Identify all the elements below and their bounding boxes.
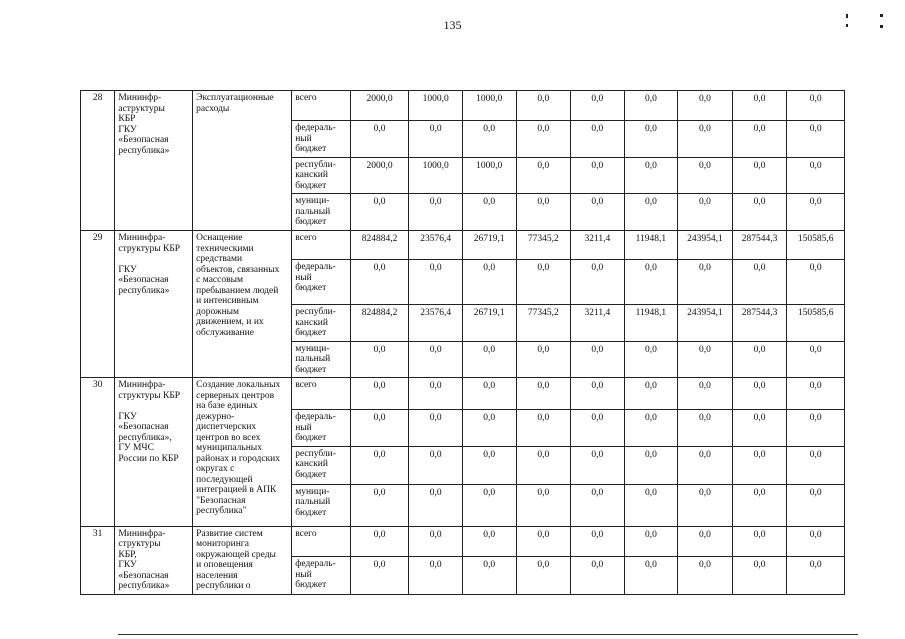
row-number: 31 xyxy=(81,526,115,594)
value-cell: 0,0 xyxy=(350,484,409,526)
scan-mark xyxy=(846,24,848,27)
value-cell: 0,0 xyxy=(350,446,409,484)
value-cell: 0,0 xyxy=(732,526,787,557)
value-cell: 0,0 xyxy=(624,157,678,194)
value-cell: 0,0 xyxy=(516,557,571,594)
value-cell: 0,0 xyxy=(409,378,463,410)
funding-source-cell: республи- канский бюджет xyxy=(292,305,351,342)
value-cell: 824884,2 xyxy=(350,231,409,260)
value-cell: 0,0 xyxy=(571,378,625,410)
funding-source-cell: федераль- ный бюджет xyxy=(292,260,351,305)
funding-source-cell: всего xyxy=(292,526,351,557)
value-cell: 11948,1 xyxy=(624,305,678,342)
value-cell: 0,0 xyxy=(571,557,625,594)
value-cell: 0,0 xyxy=(678,526,733,557)
value-cell: 0,0 xyxy=(678,557,733,594)
value-cell: 0,0 xyxy=(787,121,845,158)
table-row xyxy=(81,91,845,121)
value-cell: 0,0 xyxy=(516,121,571,158)
value-cell: 0,0 xyxy=(571,260,625,305)
value-cell: 23576,4 xyxy=(409,305,463,342)
value-cell: 0,0 xyxy=(624,378,678,410)
executor-cell: Мининфра- структуры КБР, ГКУ «Безопасная республика» xyxy=(115,526,193,594)
value-cell: 0,0 xyxy=(732,194,787,231)
value-cell: 0,0 xyxy=(624,410,678,447)
value-cell: 1000,0 xyxy=(409,157,463,194)
value-cell: 0,0 xyxy=(409,557,463,594)
value-cell: 0,0 xyxy=(462,378,516,410)
executor-cell: Мининфр- аструктуры КБР ГКУ «Безопасная республика» xyxy=(115,91,193,231)
value-cell: 0,0 xyxy=(678,410,733,447)
value-cell: 26719,1 xyxy=(462,305,516,342)
value-cell: 0,0 xyxy=(409,341,463,378)
value-cell: 0,0 xyxy=(462,410,516,447)
value-cell: 0,0 xyxy=(571,91,625,121)
value-cell: 3211,4 xyxy=(571,305,625,342)
scan-mark xyxy=(880,14,883,17)
value-cell: 0,0 xyxy=(624,484,678,526)
value-cell: 1000,0 xyxy=(462,157,516,194)
value-cell: 287544,3 xyxy=(732,231,787,260)
value-cell: 0,0 xyxy=(624,260,678,305)
value-cell: 0,0 xyxy=(624,194,678,231)
value-cell: 0,0 xyxy=(787,157,845,194)
value-cell: 243954,1 xyxy=(678,305,733,342)
value-cell: 287544,3 xyxy=(732,305,787,342)
value-cell: 0,0 xyxy=(624,121,678,158)
value-cell: 0,0 xyxy=(678,194,733,231)
value-cell: 0,0 xyxy=(516,157,571,194)
row-number: 28 xyxy=(81,91,115,231)
value-cell: 0,0 xyxy=(571,484,625,526)
value-cell: 0,0 xyxy=(462,341,516,378)
value-cell: 0,0 xyxy=(624,526,678,557)
value-cell: 0,0 xyxy=(624,446,678,484)
value-cell: 824884,2 xyxy=(350,305,409,342)
value-cell: 0,0 xyxy=(571,410,625,447)
row-number: 30 xyxy=(81,378,115,527)
budget-table-wrapper xyxy=(80,90,845,595)
executor-cell: Мининфра- структуры КБР ГКУ «Безопасная республика» xyxy=(115,231,193,378)
value-cell: 0,0 xyxy=(787,341,845,378)
value-cell: 150585,6 xyxy=(787,305,845,342)
value-cell: 0,0 xyxy=(409,526,463,557)
value-cell: 0,0 xyxy=(516,91,571,121)
value-cell: 0,0 xyxy=(462,121,516,158)
value-cell: 0,0 xyxy=(571,526,625,557)
value-cell: 0,0 xyxy=(571,121,625,158)
value-cell: 0,0 xyxy=(678,157,733,194)
value-cell: 0,0 xyxy=(462,526,516,557)
value-cell: 0,0 xyxy=(787,446,845,484)
value-cell: 0,0 xyxy=(732,410,787,447)
value-cell: 0,0 xyxy=(516,341,571,378)
value-cell: 0,0 xyxy=(350,260,409,305)
activity-cell: Создание локальных серверных центров на базе единых дежурно- диспетчерских центров во всех муниципальных районах и городских округах с последующей интеграцией в АПК "Безопасная республика" xyxy=(193,378,292,527)
scan-mark xyxy=(846,14,848,18)
page-bottom-line xyxy=(118,634,858,635)
value-cell: 0,0 xyxy=(678,378,733,410)
value-cell: 0,0 xyxy=(350,378,409,410)
funding-source-cell: муници- пальный бюджет xyxy=(292,484,351,526)
value-cell: 0,0 xyxy=(678,341,733,378)
value-cell: 0,0 xyxy=(624,341,678,378)
activity-cell: Развитие систем мониторинга окружающей среды и оповещения населения республики о xyxy=(193,526,292,594)
activity-cell: Эксплуатационные расходы xyxy=(193,91,292,231)
funding-source-cell: федераль- ный бюджет xyxy=(292,557,351,594)
scan-mark xyxy=(880,25,883,28)
value-cell: 0,0 xyxy=(732,378,787,410)
value-cell: 0,0 xyxy=(732,260,787,305)
funding-source-cell: муници- пальный бюджет xyxy=(292,341,351,378)
value-cell: 0,0 xyxy=(516,194,571,231)
value-cell: 0,0 xyxy=(350,121,409,158)
value-cell: 2000,0 xyxy=(350,157,409,194)
value-cell: 3211,4 xyxy=(571,231,625,260)
value-cell: 0,0 xyxy=(516,484,571,526)
value-cell: 0,0 xyxy=(516,526,571,557)
value-cell: 0,0 xyxy=(732,484,787,526)
value-cell: 0,0 xyxy=(462,484,516,526)
value-cell: 77345,2 xyxy=(516,305,571,342)
value-cell: 243954,1 xyxy=(678,231,733,260)
value-cell: 2000,0 xyxy=(350,91,409,121)
funding-source-cell: республи- канский бюджет xyxy=(292,446,351,484)
funding-source-cell: всего xyxy=(292,378,351,410)
funding-source-cell: республи- канский бюджет xyxy=(292,157,351,194)
value-cell: 1000,0 xyxy=(462,91,516,121)
value-cell: 0,0 xyxy=(409,194,463,231)
value-cell: 0,0 xyxy=(678,91,733,121)
funding-source-cell: федераль- ный бюджет xyxy=(292,121,351,158)
value-cell: 0,0 xyxy=(409,121,463,158)
value-cell: 1000,0 xyxy=(409,91,463,121)
value-cell: 0,0 xyxy=(787,194,845,231)
value-cell: 0,0 xyxy=(516,410,571,447)
value-cell: 0,0 xyxy=(571,157,625,194)
value-cell: 0,0 xyxy=(678,446,733,484)
value-cell: 0,0 xyxy=(409,410,463,447)
value-cell: 150585,6 xyxy=(787,231,845,260)
row-number: 29 xyxy=(81,231,115,378)
activity-cell: Оснащение техническими средствами объектов, связанных с массовым пребыванием людей и интенсивным дорожным движением, и их обслуживание xyxy=(193,231,292,378)
value-cell: 0,0 xyxy=(350,194,409,231)
value-cell: 77345,2 xyxy=(516,231,571,260)
value-cell: 0,0 xyxy=(350,341,409,378)
value-cell: 0,0 xyxy=(624,557,678,594)
value-cell: 0,0 xyxy=(787,484,845,526)
value-cell: 0,0 xyxy=(732,91,787,121)
value-cell: 0,0 xyxy=(350,557,409,594)
value-cell: 0,0 xyxy=(732,557,787,594)
value-cell: 0,0 xyxy=(787,91,845,121)
funding-source-cell: муници- пальный бюджет xyxy=(292,194,351,231)
value-cell: 0,0 xyxy=(678,484,733,526)
funding-source-cell: федераль- ный бюджет xyxy=(292,410,351,447)
table-row xyxy=(81,526,845,557)
value-cell: 0,0 xyxy=(409,260,463,305)
value-cell: 0,0 xyxy=(462,194,516,231)
table-body xyxy=(81,91,845,595)
budget-table xyxy=(80,90,845,595)
value-cell: 0,0 xyxy=(462,446,516,484)
value-cell: 0,0 xyxy=(678,121,733,158)
value-cell: 0,0 xyxy=(571,194,625,231)
funding-source-cell: всего xyxy=(292,91,351,121)
value-cell: 0,0 xyxy=(350,410,409,447)
funding-source-cell: всего xyxy=(292,231,351,260)
value-cell: 0,0 xyxy=(787,260,845,305)
value-cell: 0,0 xyxy=(732,446,787,484)
value-cell: 0,0 xyxy=(571,341,625,378)
value-cell: 0,0 xyxy=(732,157,787,194)
value-cell: 26719,1 xyxy=(462,231,516,260)
value-cell: 0,0 xyxy=(732,121,787,158)
value-cell: 0,0 xyxy=(350,526,409,557)
value-cell: 0,0 xyxy=(678,260,733,305)
value-cell: 0,0 xyxy=(516,378,571,410)
value-cell: 0,0 xyxy=(624,91,678,121)
executor-cell: Мининфра- структуры КБР ГКУ «Безопасная республика», ГУ МЧС России по КБР xyxy=(115,378,193,527)
page-number: 135 xyxy=(443,18,462,32)
value-cell: 0,0 xyxy=(516,260,571,305)
value-cell: 0,0 xyxy=(516,446,571,484)
value-cell: 23576,4 xyxy=(409,231,463,260)
value-cell: 0,0 xyxy=(462,260,516,305)
value-cell: 0,0 xyxy=(409,446,463,484)
value-cell: 0,0 xyxy=(787,526,845,557)
value-cell: 0,0 xyxy=(787,410,845,447)
value-cell: 0,0 xyxy=(732,341,787,378)
value-cell: 0,0 xyxy=(787,378,845,410)
table-row xyxy=(81,231,845,260)
value-cell: 0,0 xyxy=(409,484,463,526)
table-row xyxy=(81,378,845,410)
value-cell: 0,0 xyxy=(571,446,625,484)
value-cell: 0,0 xyxy=(787,557,845,594)
value-cell: 11948,1 xyxy=(624,231,678,260)
value-cell: 0,0 xyxy=(462,557,516,594)
